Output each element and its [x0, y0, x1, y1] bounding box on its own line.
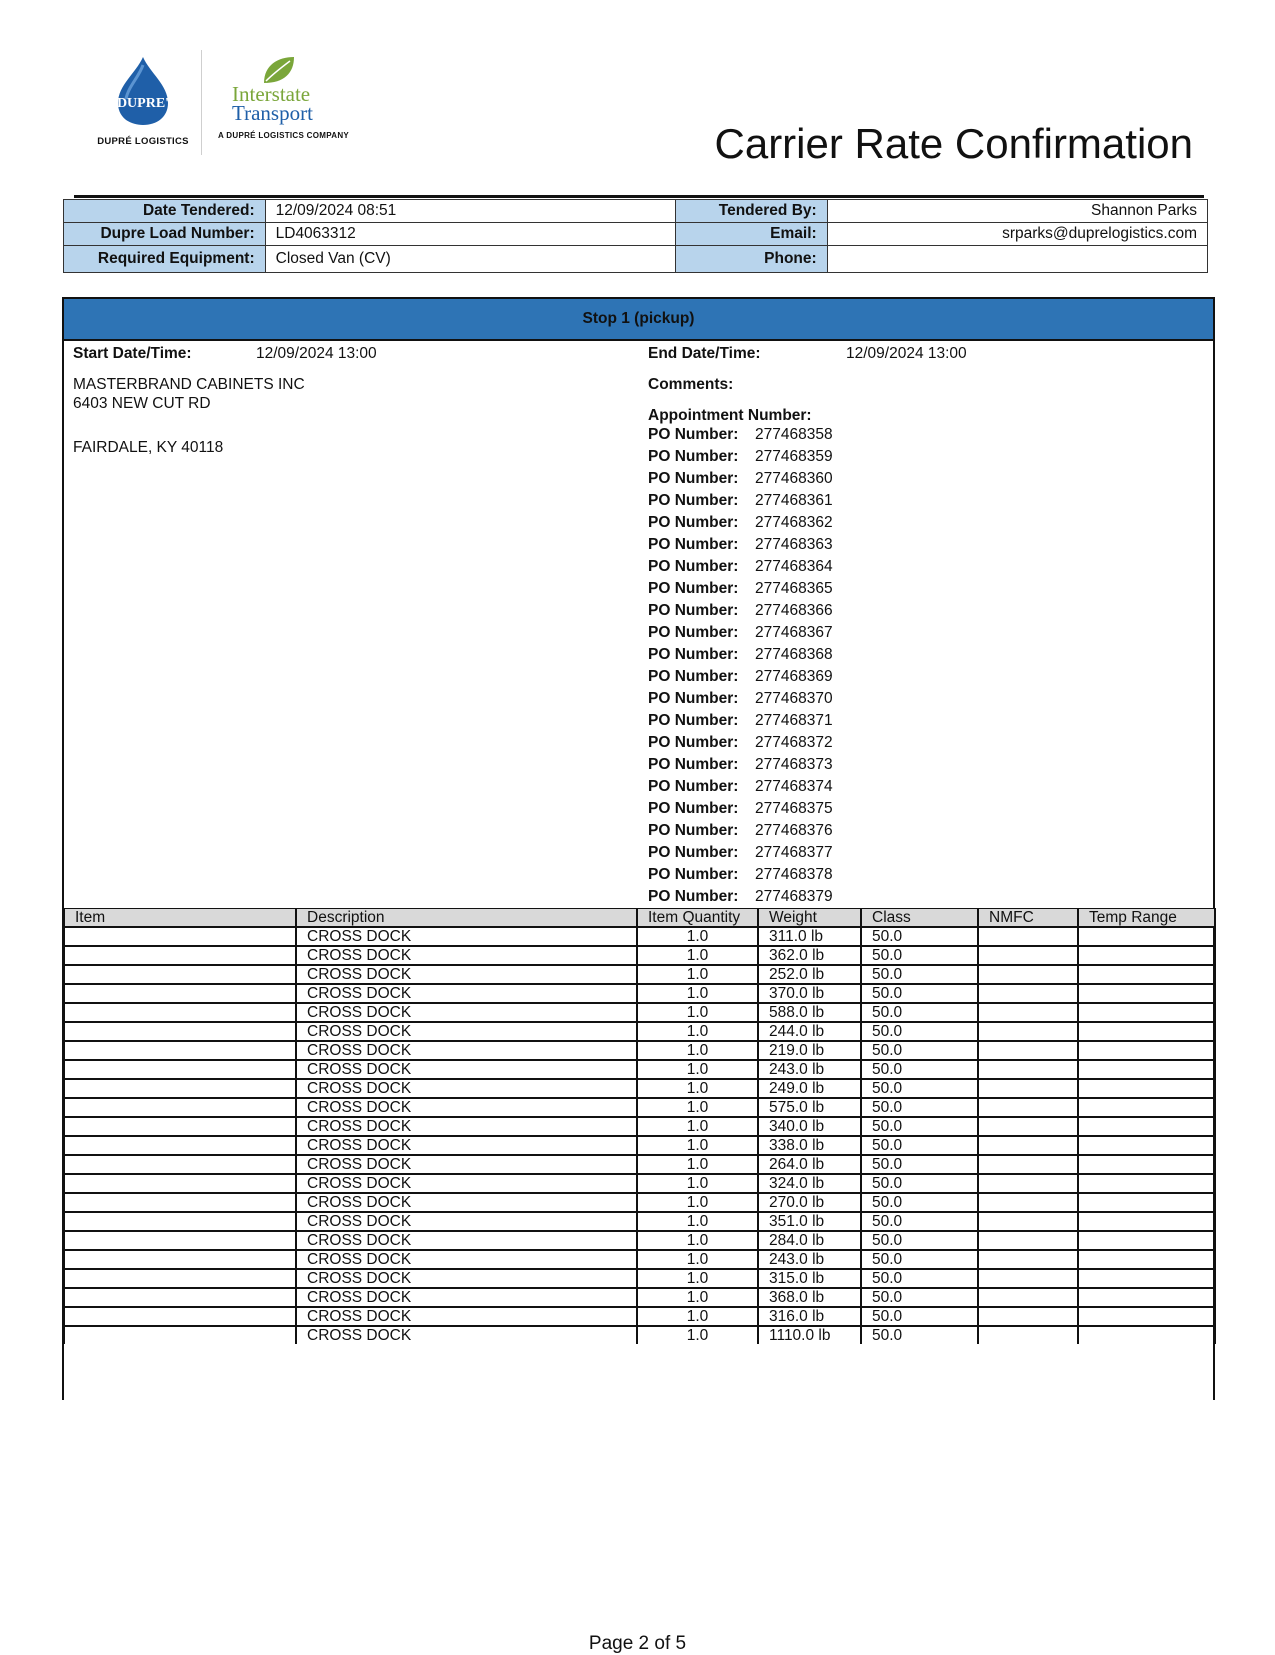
- table-row: [64, 1250, 1215, 1269]
- col-weight: Weight: [758, 909, 861, 928]
- item-cell: [64, 1003, 296, 1022]
- po-number-value: 277468366: [755, 602, 833, 619]
- items-table: [63, 908, 1216, 1344]
- nmfc-cell: [978, 1136, 1078, 1155]
- nmfc-cell: [978, 965, 1078, 984]
- class-cell: 50.0: [861, 984, 978, 1003]
- weight-cell: 370.0 lb: [758, 984, 861, 1003]
- quantity-cell: 1.0: [637, 1117, 758, 1136]
- equipment-value: Closed Van (CV): [265, 246, 676, 273]
- dupre-logo-caption: DUPRÉ LOGISTICS: [97, 136, 189, 147]
- weight-cell: 243.0 lb: [758, 1060, 861, 1079]
- po-number-label: PO Number:: [648, 734, 739, 751]
- nmfc-cell: [978, 946, 1078, 965]
- equipment-label: Required Equipment:: [64, 246, 266, 273]
- po-number-value: 277468375: [755, 800, 833, 817]
- po-number-row: [648, 578, 833, 600]
- weight-cell: 338.0 lb: [758, 1136, 861, 1155]
- load-number-value: LD4063312: [265, 223, 676, 246]
- quantity-cell: 1.0: [637, 1155, 758, 1174]
- po-number-value: 277468372: [755, 734, 833, 751]
- po-number-row: [648, 600, 833, 622]
- class-cell: 50.0: [861, 1250, 978, 1269]
- po-number-row: [648, 864, 833, 886]
- table-row: [64, 1326, 1215, 1344]
- temp-range-cell: [1078, 1212, 1215, 1231]
- po-number-label: PO Number:: [648, 756, 739, 773]
- nmfc-cell: [978, 1307, 1078, 1326]
- weight-cell: 244.0 lb: [758, 1022, 861, 1041]
- col-class: Class: [861, 909, 978, 928]
- description-cell: CROSS DOCK: [296, 1136, 637, 1155]
- quantity-cell: 1.0: [637, 984, 758, 1003]
- weight-cell: 284.0 lb: [758, 1231, 861, 1250]
- quantity-cell: 1.0: [637, 1212, 758, 1231]
- weight-cell: 351.0 lb: [758, 1212, 861, 1231]
- class-cell: 50.0: [861, 1060, 978, 1079]
- dupre-drop-text: DUPRE': [116, 96, 170, 111]
- nmfc-cell: [978, 1060, 1078, 1079]
- table-row: [64, 1155, 1215, 1174]
- class-cell: 50.0: [861, 1193, 978, 1212]
- temp-range-cell: [1078, 1231, 1215, 1250]
- item-cell: [64, 1269, 296, 1288]
- item-cell: [64, 946, 296, 965]
- class-cell: 50.0: [861, 1307, 978, 1326]
- temp-range-cell: [1078, 1060, 1215, 1079]
- po-number-label: PO Number:: [648, 448, 739, 465]
- po-number-value: 277468363: [755, 536, 833, 553]
- nmfc-cell: [978, 984, 1078, 1003]
- description-cell: CROSS DOCK: [296, 1155, 637, 1174]
- table-row: [64, 1022, 1215, 1041]
- description-cell: CROSS DOCK: [296, 1060, 637, 1079]
- nmfc-cell: [978, 1155, 1078, 1174]
- po-number-value: 277468368: [755, 646, 833, 663]
- class-cell: 50.0: [861, 1174, 978, 1193]
- description-cell: CROSS DOCK: [296, 965, 637, 984]
- page-number: Page 2 of 5: [588, 1633, 687, 1654]
- description-cell: CROSS DOCK: [296, 927, 637, 946]
- temp-range-cell: [1078, 1326, 1215, 1344]
- description-cell: CROSS DOCK: [296, 1003, 637, 1022]
- table-row: [64, 1098, 1215, 1117]
- po-number-row: [648, 644, 833, 666]
- description-cell: CROSS DOCK: [296, 1117, 637, 1136]
- table-row: [64, 1193, 1215, 1212]
- description-cell: CROSS DOCK: [296, 1250, 637, 1269]
- start-datetime-label: Start Date/Time:: [73, 345, 192, 362]
- nmfc-cell: [978, 1231, 1078, 1250]
- table-row: [64, 965, 1215, 984]
- quantity-cell: 1.0: [637, 1060, 758, 1079]
- document-title: Carrier Rate Confirmation: [714, 120, 1193, 167]
- item-cell: [64, 1212, 296, 1231]
- class-cell: 50.0: [861, 946, 978, 965]
- weight-cell: 311.0 lb: [758, 927, 861, 946]
- po-number-list: [648, 424, 833, 908]
- temp-range-cell: [1078, 1174, 1215, 1193]
- nmfc-cell: [978, 1003, 1078, 1022]
- logo-company-caption: A DUPRÉ LOGISTICS COMPANY: [218, 131, 350, 140]
- po-number-label: PO Number:: [648, 866, 739, 883]
- item-cell: [64, 1326, 296, 1344]
- item-cell: [64, 1060, 296, 1079]
- po-number-row: [648, 776, 833, 798]
- logo-transport-text: Transport: [232, 101, 313, 125]
- description-cell: CROSS DOCK: [296, 1288, 637, 1307]
- class-cell: 50.0: [861, 1326, 978, 1344]
- description-cell: CROSS DOCK: [296, 946, 637, 965]
- po-number-value: 277468360: [755, 470, 833, 487]
- table-row: [64, 1307, 1215, 1326]
- quantity-cell: 1.0: [637, 1269, 758, 1288]
- po-number-label: PO Number:: [648, 888, 739, 905]
- item-cell: [64, 1079, 296, 1098]
- table-row: [64, 1174, 1215, 1193]
- quantity-cell: 1.0: [637, 1003, 758, 1022]
- weight-cell: 368.0 lb: [758, 1288, 861, 1307]
- temp-range-cell: [1078, 1041, 1215, 1060]
- po-number-label: PO Number:: [648, 624, 739, 641]
- po-number-row: [648, 754, 833, 776]
- weight-cell: 243.0 lb: [758, 1250, 861, 1269]
- table-row: [64, 1079, 1215, 1098]
- description-cell: CROSS DOCK: [296, 1079, 637, 1098]
- nmfc-cell: [978, 1022, 1078, 1041]
- po-number-value: 277468377: [755, 844, 833, 861]
- interstate-transport-logo: [218, 55, 368, 150]
- nmfc-cell: [978, 1041, 1078, 1060]
- temp-range-cell: [1078, 927, 1215, 946]
- item-cell: [64, 927, 296, 946]
- po-number-value: 277468364: [755, 558, 833, 575]
- nmfc-cell: [978, 1288, 1078, 1307]
- class-cell: 50.0: [861, 1022, 978, 1041]
- nmfc-cell: [978, 1079, 1078, 1098]
- po-number-value: 277468367: [755, 624, 833, 641]
- po-number-label: PO Number:: [648, 646, 739, 663]
- leaf-icon: [258, 55, 298, 85]
- weight-cell: 588.0 lb: [758, 1003, 861, 1022]
- item-cell: [64, 1098, 296, 1117]
- item-cell: [64, 1193, 296, 1212]
- po-number-label: PO Number:: [648, 822, 739, 839]
- weight-cell: 219.0 lb: [758, 1041, 861, 1060]
- comments-label: Comments:: [648, 376, 734, 393]
- nmfc-cell: [978, 1098, 1078, 1117]
- class-cell: 50.0: [861, 1098, 978, 1117]
- po-number-label: PO Number:: [648, 536, 739, 553]
- temp-range-cell: [1078, 1155, 1215, 1174]
- items-table-header: [64, 909, 1215, 928]
- quantity-cell: 1.0: [637, 1288, 758, 1307]
- item-cell: [64, 1288, 296, 1307]
- class-cell: 50.0: [861, 1155, 978, 1174]
- po-number-row: [648, 666, 833, 688]
- dupre-logo: [88, 55, 198, 150]
- quantity-cell: 1.0: [637, 1098, 758, 1117]
- stop-city-state-zip: FAIRDALE, KY 40118: [73, 439, 224, 456]
- po-number-row: [648, 446, 833, 468]
- po-number-label: PO Number:: [648, 800, 739, 817]
- col-item-quantity: Item Quantity: [637, 909, 758, 928]
- description-cell: CROSS DOCK: [296, 1269, 637, 1288]
- po-number-label: PO Number:: [648, 602, 739, 619]
- logo-divider: [201, 50, 202, 155]
- weight-cell: 362.0 lb: [758, 946, 861, 965]
- po-number-label: PO Number:: [648, 712, 739, 729]
- po-number-label: PO Number:: [648, 426, 739, 443]
- class-cell: 50.0: [861, 1117, 978, 1136]
- nmfc-cell: [978, 1174, 1078, 1193]
- nmfc-cell: [978, 1212, 1078, 1231]
- class-cell: 50.0: [861, 1003, 978, 1022]
- quantity-cell: 1.0: [637, 1307, 758, 1326]
- po-number-value: 277468369: [755, 668, 833, 685]
- po-number-label: PO Number:: [648, 470, 739, 487]
- logo-interstate-text: Interstate: [232, 82, 311, 106]
- class-cell: 50.0: [861, 1136, 978, 1155]
- class-cell: 50.0: [861, 927, 978, 946]
- nmfc-cell: [978, 1250, 1078, 1269]
- po-number-value: 277468374: [755, 778, 833, 795]
- po-number-label: PO Number:: [648, 844, 739, 861]
- nmfc-cell: [978, 927, 1078, 946]
- table-row: [64, 984, 1215, 1003]
- po-number-label: PO Number:: [648, 558, 739, 575]
- col-item: Item: [64, 909, 296, 928]
- po-number-row: [648, 688, 833, 710]
- quantity-cell: 1.0: [637, 1136, 758, 1155]
- tendered-by-value: Shannon Parks: [827, 200, 1207, 223]
- po-number-row: [648, 424, 833, 446]
- po-number-row: [648, 512, 833, 534]
- po-number-label: PO Number:: [648, 690, 739, 707]
- po-number-row: [648, 468, 833, 490]
- temp-range-cell: [1078, 1117, 1215, 1136]
- stop-heading: Stop 1 (pickup): [64, 299, 1213, 341]
- table-row: [64, 1269, 1215, 1288]
- quantity-cell: 1.0: [637, 1250, 758, 1269]
- po-number-row: [648, 622, 833, 644]
- class-cell: 50.0: [861, 1041, 978, 1060]
- po-number-value: 277468376: [755, 822, 833, 839]
- po-number-row: [648, 556, 833, 578]
- class-cell: 50.0: [861, 1269, 978, 1288]
- table-row: [64, 1136, 1215, 1155]
- quantity-cell: 1.0: [637, 1231, 758, 1250]
- po-number-value: 277468373: [755, 756, 833, 773]
- class-cell: 50.0: [861, 1288, 978, 1307]
- quantity-cell: 1.0: [637, 1079, 758, 1098]
- po-number-value: 277468370: [755, 690, 833, 707]
- item-cell: [64, 1307, 296, 1326]
- table-row: [64, 1041, 1215, 1060]
- nmfc-cell: [978, 1117, 1078, 1136]
- table-row: [64, 1231, 1215, 1250]
- nmfc-cell: [978, 1269, 1078, 1288]
- phone-label: Phone:: [676, 246, 827, 273]
- stop-street: 6403 NEW CUT RD: [73, 395, 211, 412]
- email-value[interactable]: srparks@duprelogistics.com: [827, 223, 1207, 246]
- po-number-value: 277468362: [755, 514, 833, 531]
- temp-range-cell: [1078, 1098, 1215, 1117]
- po-number-row: [648, 842, 833, 864]
- table-row: [64, 1212, 1215, 1231]
- phone-value: [827, 246, 1207, 273]
- po-number-value: 277468361: [755, 492, 833, 509]
- item-cell: [64, 1250, 296, 1269]
- weight-cell: 264.0 lb: [758, 1155, 861, 1174]
- item-cell: [64, 984, 296, 1003]
- description-cell: CROSS DOCK: [296, 1193, 637, 1212]
- table-row: [64, 1003, 1215, 1022]
- description-cell: CROSS DOCK: [296, 984, 637, 1003]
- po-number-value: 277468379: [755, 888, 833, 905]
- quantity-cell: 1.0: [637, 927, 758, 946]
- po-number-value: 277468358: [755, 426, 833, 443]
- end-datetime-label: End Date/Time:: [648, 345, 761, 362]
- class-cell: 50.0: [861, 1212, 978, 1231]
- load-info-table: [63, 199, 1208, 273]
- appointment-number-label: Appointment Number:: [648, 407, 812, 424]
- table-row: [64, 1117, 1215, 1136]
- temp-range-cell: [1078, 1307, 1215, 1326]
- col-temp-range: Temp Range: [1078, 909, 1215, 928]
- weight-cell: 270.0 lb: [758, 1193, 861, 1212]
- description-cell: CROSS DOCK: [296, 1231, 637, 1250]
- quantity-cell: 1.0: [637, 946, 758, 965]
- quantity-cell: 1.0: [637, 1193, 758, 1212]
- temp-range-cell: [1078, 1288, 1215, 1307]
- col-description: Description: [296, 909, 637, 928]
- description-cell: CROSS DOCK: [296, 1174, 637, 1193]
- quantity-cell: 1.0: [637, 1022, 758, 1041]
- temp-range-cell: [1078, 965, 1215, 984]
- table-row: [64, 1060, 1215, 1079]
- po-number-value: 277468365: [755, 580, 833, 597]
- po-number-row: [648, 490, 833, 512]
- po-number-label: PO Number:: [648, 778, 739, 795]
- item-cell: [64, 1041, 296, 1060]
- item-cell: [64, 1231, 296, 1250]
- quantity-cell: 1.0: [637, 965, 758, 984]
- description-cell: CROSS DOCK: [296, 1022, 637, 1041]
- class-cell: 50.0: [861, 1231, 978, 1250]
- weight-cell: 1110.0 lb: [758, 1326, 861, 1344]
- po-number-row: [648, 732, 833, 754]
- description-cell: CROSS DOCK: [296, 1041, 637, 1060]
- description-cell: CROSS DOCK: [296, 1307, 637, 1326]
- end-datetime-value: 12/09/2024 13:00: [846, 345, 967, 362]
- temp-range-cell: [1078, 1250, 1215, 1269]
- col-nmfc: NMFC: [978, 909, 1078, 928]
- temp-range-cell: [1078, 1079, 1215, 1098]
- table-row: [64, 946, 1215, 965]
- temp-range-cell: [1078, 1022, 1215, 1041]
- start-datetime-value: 12/09/2024 13:00: [256, 345, 377, 362]
- title-rule: [74, 195, 1204, 198]
- temp-range-cell: [1078, 946, 1215, 965]
- temp-range-cell: [1078, 1193, 1215, 1212]
- po-number-label: PO Number:: [648, 668, 739, 685]
- weight-cell: 340.0 lb: [758, 1117, 861, 1136]
- class-cell: 50.0: [861, 1079, 978, 1098]
- nmfc-cell: [978, 1193, 1078, 1212]
- po-number-value: 277468359: [755, 448, 833, 465]
- item-cell: [64, 1155, 296, 1174]
- weight-cell: 575.0 lb: [758, 1098, 861, 1117]
- description-cell: CROSS DOCK: [296, 1212, 637, 1231]
- date-tendered-label: Date Tendered:: [64, 200, 266, 223]
- class-cell: 50.0: [861, 965, 978, 984]
- po-number-row: [648, 798, 833, 820]
- table-row: [64, 1288, 1215, 1307]
- po-number-value: 277468371: [755, 712, 833, 729]
- quantity-cell: 1.0: [637, 1174, 758, 1193]
- description-cell: CROSS DOCK: [296, 1326, 637, 1344]
- temp-range-cell: [1078, 1136, 1215, 1155]
- dupre-drop-logo-icon: [88, 55, 198, 127]
- table-row: [64, 927, 1215, 946]
- po-number-row: [648, 886, 833, 908]
- item-cell: [64, 965, 296, 984]
- po-number-value: 277468378: [755, 866, 833, 883]
- item-cell: [64, 1117, 296, 1136]
- weight-cell: 324.0 lb: [758, 1174, 861, 1193]
- item-cell: [64, 1174, 296, 1193]
- po-number-label: PO Number:: [648, 492, 739, 509]
- weight-cell: 315.0 lb: [758, 1269, 861, 1288]
- temp-range-cell: [1078, 984, 1215, 1003]
- tendered-by-label: Tendered By:: [676, 200, 827, 223]
- description-cell: CROSS DOCK: [296, 1098, 637, 1117]
- po-number-row: [648, 534, 833, 556]
- quantity-cell: 1.0: [637, 1041, 758, 1060]
- temp-range-cell: [1078, 1003, 1215, 1022]
- temp-range-cell: [1078, 1269, 1215, 1288]
- weight-cell: 249.0 lb: [758, 1079, 861, 1098]
- email-label: Email:: [676, 223, 827, 246]
- po-number-row: [648, 820, 833, 842]
- po-number-label: PO Number:: [648, 514, 739, 531]
- po-number-label: PO Number:: [648, 580, 739, 597]
- po-number-row: [648, 710, 833, 732]
- quantity-cell: 1.0: [637, 1326, 758, 1344]
- load-number-label: Dupre Load Number:: [64, 223, 266, 246]
- item-cell: [64, 1022, 296, 1041]
- weight-cell: 252.0 lb: [758, 965, 861, 984]
- date-tendered-value: 12/09/2024 08:51: [265, 200, 676, 223]
- stop-company: MASTERBRAND CABINETS INC: [73, 376, 305, 393]
- nmfc-cell: [978, 1326, 1078, 1344]
- item-cell: [64, 1136, 296, 1155]
- weight-cell: 316.0 lb: [758, 1307, 861, 1326]
